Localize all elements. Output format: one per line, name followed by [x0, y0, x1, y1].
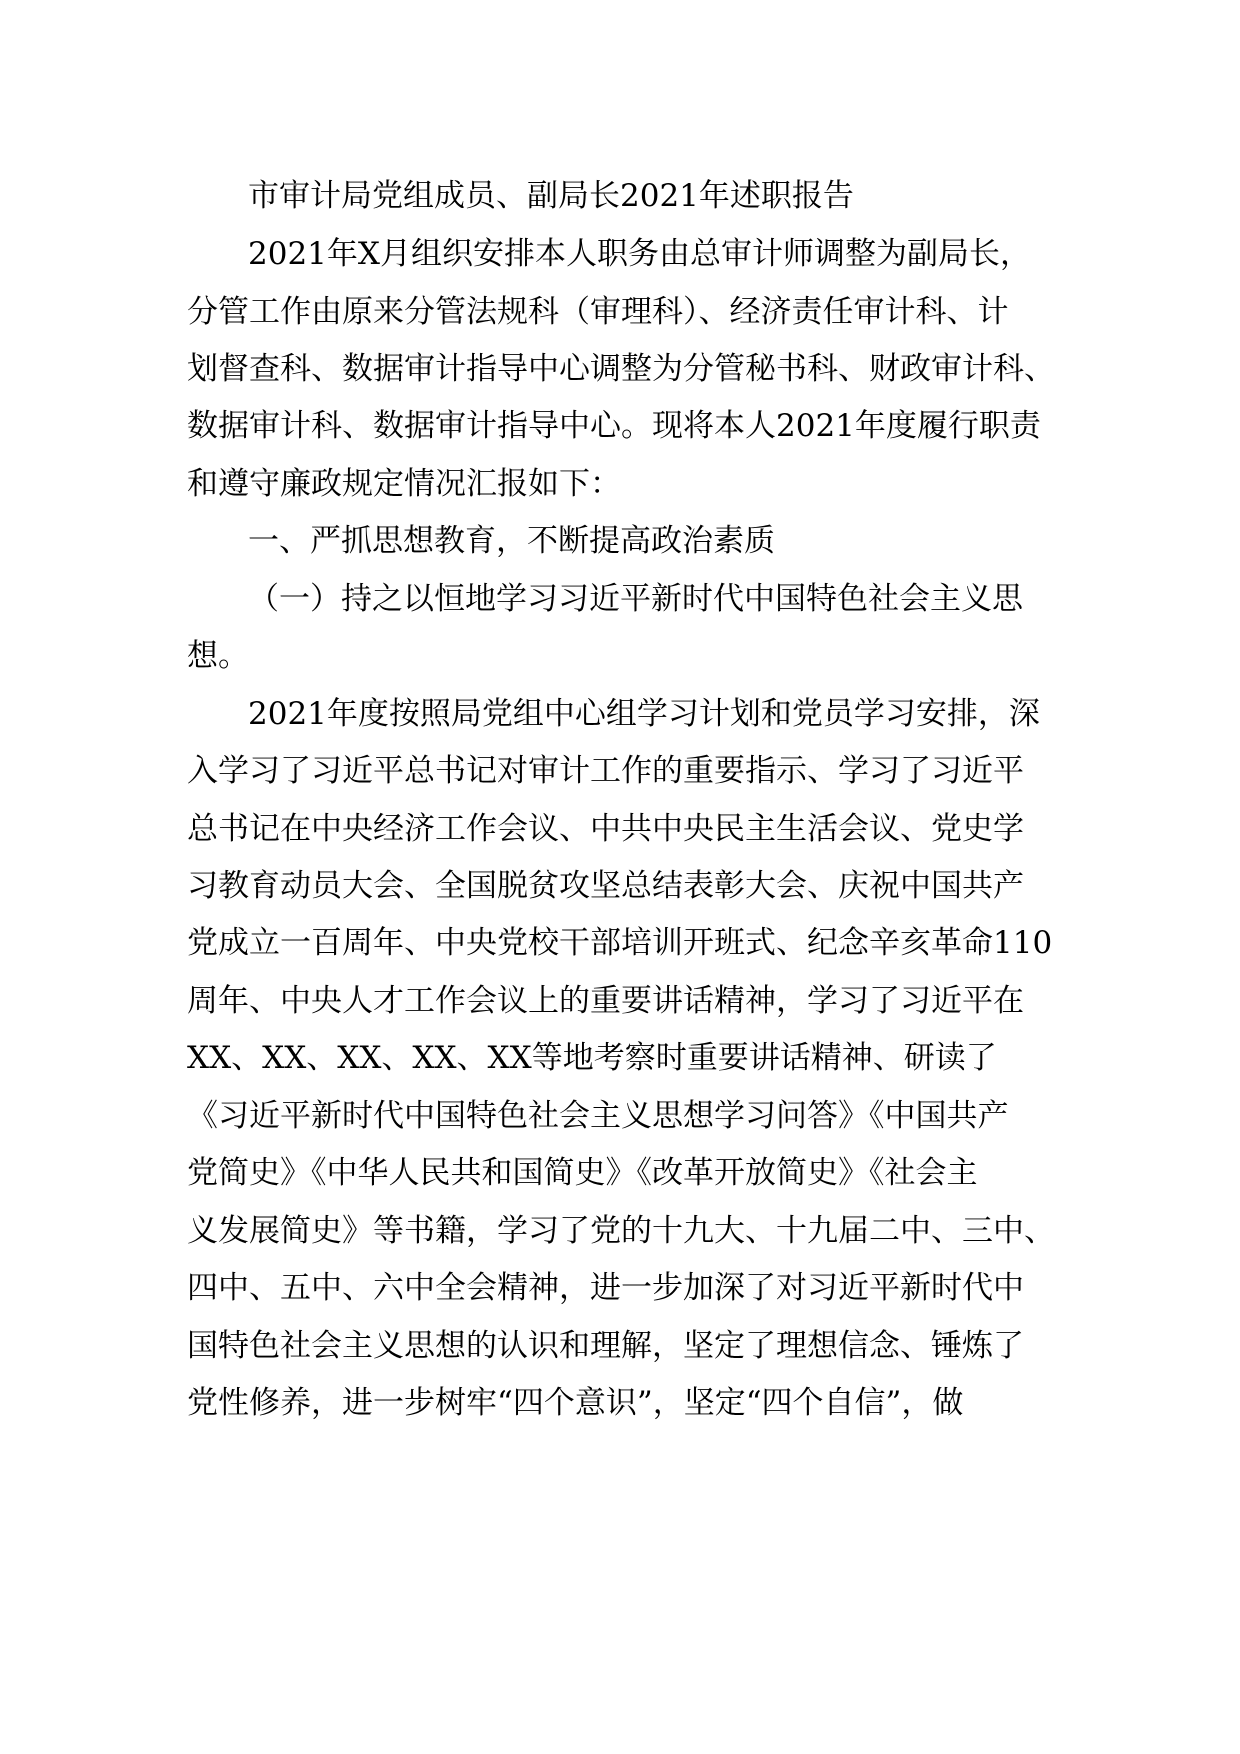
paragraph-line: 和遵守廉政规定情况汇报如下： — [187, 466, 621, 502]
paragraph-line: XX、XX、XX、XX、XX等地考察时重要讲话精神、研读了 — [187, 1040, 997, 1076]
paragraph-line: 《习近平新时代中国特色社会主义思想学习问答》《中国共产 — [187, 1098, 1009, 1134]
paragraph-line: 2021年X月组织安排本人职务由总审计师调整为副局长， — [248, 236, 1031, 272]
paragraph-line: 党简史》《中华人民共和国简史》《改革开放简史》《社会主 — [187, 1155, 978, 1191]
paragraph-line: 党性修养，进一步树牢“四个意识”，坚定“四个自信”，做 — [187, 1385, 964, 1421]
paragraph-line: 入学习了习近平总书记对审计工作的重要指示、学习了习近平 — [187, 753, 1024, 789]
paragraph-line: 四中、五中、六中全会精神，进一步加深了对习近平新时代中 — [187, 1270, 1024, 1306]
paragraph-line: 党成立一百周年、中央党校干部培训开班式、纪念辛亥革命110 — [187, 925, 1053, 961]
document-title: 市审计局党组成员、副局长2021年述职报告 — [248, 178, 854, 214]
paragraph-line: 总书记在中央经济工作会议、中共中央民主生活会议、党史学 — [187, 811, 1024, 847]
paragraph-line: 习教育动员大会、全国脱贫攻坚总结表彰大会、庆祝中国共产 — [187, 868, 1024, 904]
subsection-heading: 想。 — [187, 638, 249, 674]
paragraph-line: 国特色社会主义思想的认识和理解，坚定了理想信念、锤炼了 — [187, 1328, 1024, 1364]
paragraph-line: 数据审计科、数据审计指导中心。现将本人2021年度履行职责 — [187, 408, 1041, 444]
subsection-heading: （一）持之以恒地学习习近平新时代中国特色社会主义思 — [248, 581, 1023, 617]
paragraph-line: 划督查科、数据审计指导中心调整为分管秘书科、财政审计科、 — [187, 351, 1055, 387]
section-heading: 一、严抓思想教育，不断提高政治素质 — [248, 523, 775, 559]
paragraph-line: 分管工作由原来分管法规科（审理科）、经济责任审计科、计 — [187, 294, 1009, 330]
paragraph-line: 2021年度按照局党组中心组学习计划和党员学习安排，深 — [248, 696, 1040, 732]
paragraph-line: 义发展简史》等书籍，学习了党的十九大、十九届二中、三中、 — [187, 1213, 1055, 1249]
paragraph-line: 周年、中央人才工作会议上的重要讲话精神，学习了习近平在 — [187, 983, 1024, 1019]
